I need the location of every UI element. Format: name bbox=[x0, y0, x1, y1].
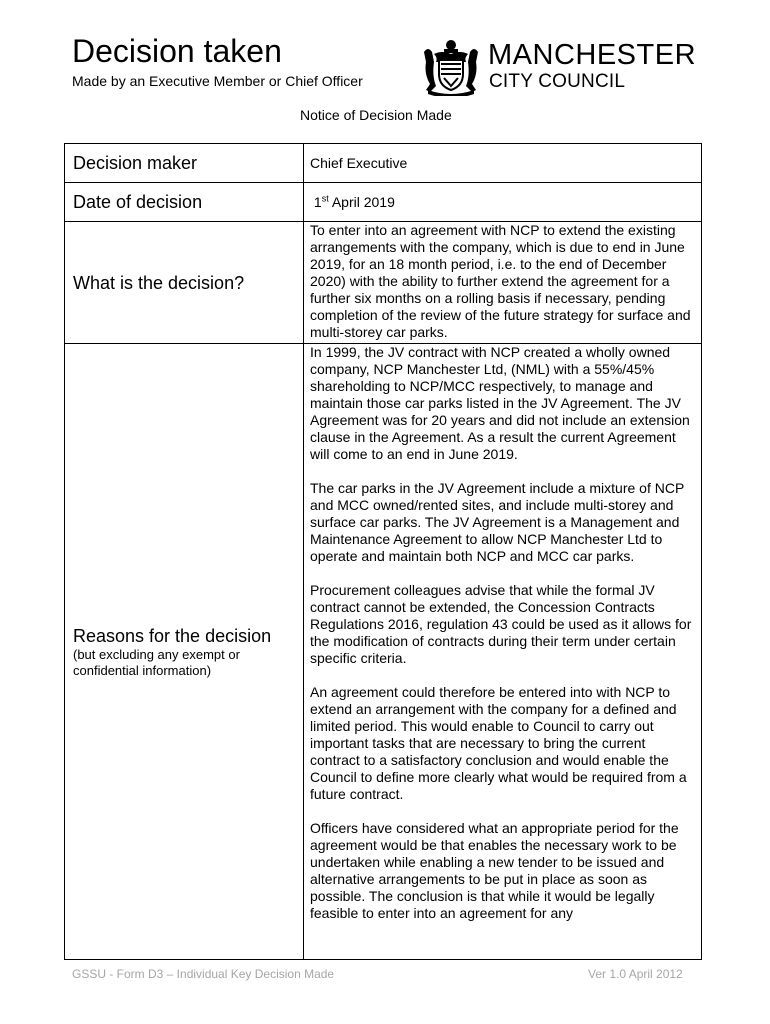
council-logo bbox=[420, 38, 700, 96]
row-decision-maker bbox=[65, 144, 702, 183]
page-subtitle: Made by an Executive Member or Chief Officer bbox=[72, 73, 363, 89]
decision-table bbox=[64, 143, 702, 960]
logo-subname: CITY COUNCIL bbox=[489, 71, 626, 92]
reason-paragraph: An agreement could therefore be entered into with NCP to extend an arrangement with the company for a defined and limited period. This would enable to Council to carry out important tasks that are necessary to bring the current contract to a satisfactory conclusion and would enable the Council to define more clearly what would be required from a future contract. bbox=[310, 684, 687, 802]
reasons-text bbox=[310, 344, 695, 957]
footer-version: Ver 1.0 April 2012 bbox=[588, 967, 683, 981]
reason-paragraph: Officers have considered what an appropriate period for the agreement would be that enables the necessary work to be undertaken while enabling a new tender to be issued and alternative arrangements to be put in place as soon as possible. The conclusion is that while it would be legally feasible to enter into an agreement for any bbox=[310, 820, 679, 921]
label-cell bbox=[65, 183, 304, 222]
reason-paragraph: In 1999, the JV contract with NCP created a wholly owned company, NCP Manchester Ltd, (NML) with a 55%/45% shareholding to NCP/MCC respectively, to manage and maintain those car parks listed in the JV Agreement. The JV Agreement was for 20 years and did not include an extension clause in the Agreement. As a result the current Agreement will come to an end in June 2019. bbox=[310, 344, 690, 462]
date-rest: April 2019 bbox=[328, 193, 395, 210]
reasons-value bbox=[304, 344, 702, 960]
decision-value: To enter into an agreement with NCP to extend the existing arrangements with the company, which is due to end in June 2019, for an 18 month period, i.e. to the end of December 2020) with the ability to further extend the agreement for a further six months on a rolling basis if necessary, pending completion of the review of the future strategy for surface and multi-storey car parks. bbox=[304, 222, 702, 344]
coat-of-arms-icon bbox=[420, 38, 482, 96]
row-date bbox=[65, 183, 702, 222]
label-cell bbox=[65, 144, 304, 183]
reasons-label: Reasons for the decision bbox=[73, 625, 272, 646]
row-decision bbox=[65, 222, 702, 344]
date-label: Date of decision bbox=[73, 192, 203, 212]
date-value bbox=[304, 183, 702, 222]
notice-heading: Notice of Decision Made bbox=[300, 107, 452, 123]
decision-label: What is the decision? bbox=[73, 272, 245, 293]
label-cell bbox=[65, 222, 304, 344]
decision-maker-value: Chief Executive bbox=[304, 144, 702, 183]
row-reasons bbox=[65, 344, 702, 960]
date-day: 1 bbox=[313, 193, 322, 210]
reason-paragraph: Procurement colleagues advise that while the formal JV contract cannot be extended, the Concession Contracts Regulations 2016, regulation 43 could be used as it allows for the modification of contracts during their term under certain specific criteria. bbox=[310, 582, 692, 666]
reason-paragraph: The car parks in the JV Agreement include a mixture of NCP and MCC owned/rented sites, and include multi-storey and surface car parks. The JV Agreement is a Management and Maintenance Agreement to allow NCP Manchester Ltd to operate and maintain both NCP and MCC car parks. bbox=[310, 480, 685, 564]
reasons-sublabel: (but excluding any exempt or confidential information) bbox=[73, 646, 240, 678]
footer-form-id: GSSU - Form D3 – Individual Key Decision Made bbox=[72, 967, 335, 981]
logo-name: MANCHESTER bbox=[488, 39, 697, 71]
decision-maker-label: Decision maker bbox=[73, 153, 198, 173]
date-suffix: st bbox=[321, 192, 329, 203]
page-title: Decision taken bbox=[72, 33, 282, 69]
label-cell bbox=[65, 344, 304, 960]
